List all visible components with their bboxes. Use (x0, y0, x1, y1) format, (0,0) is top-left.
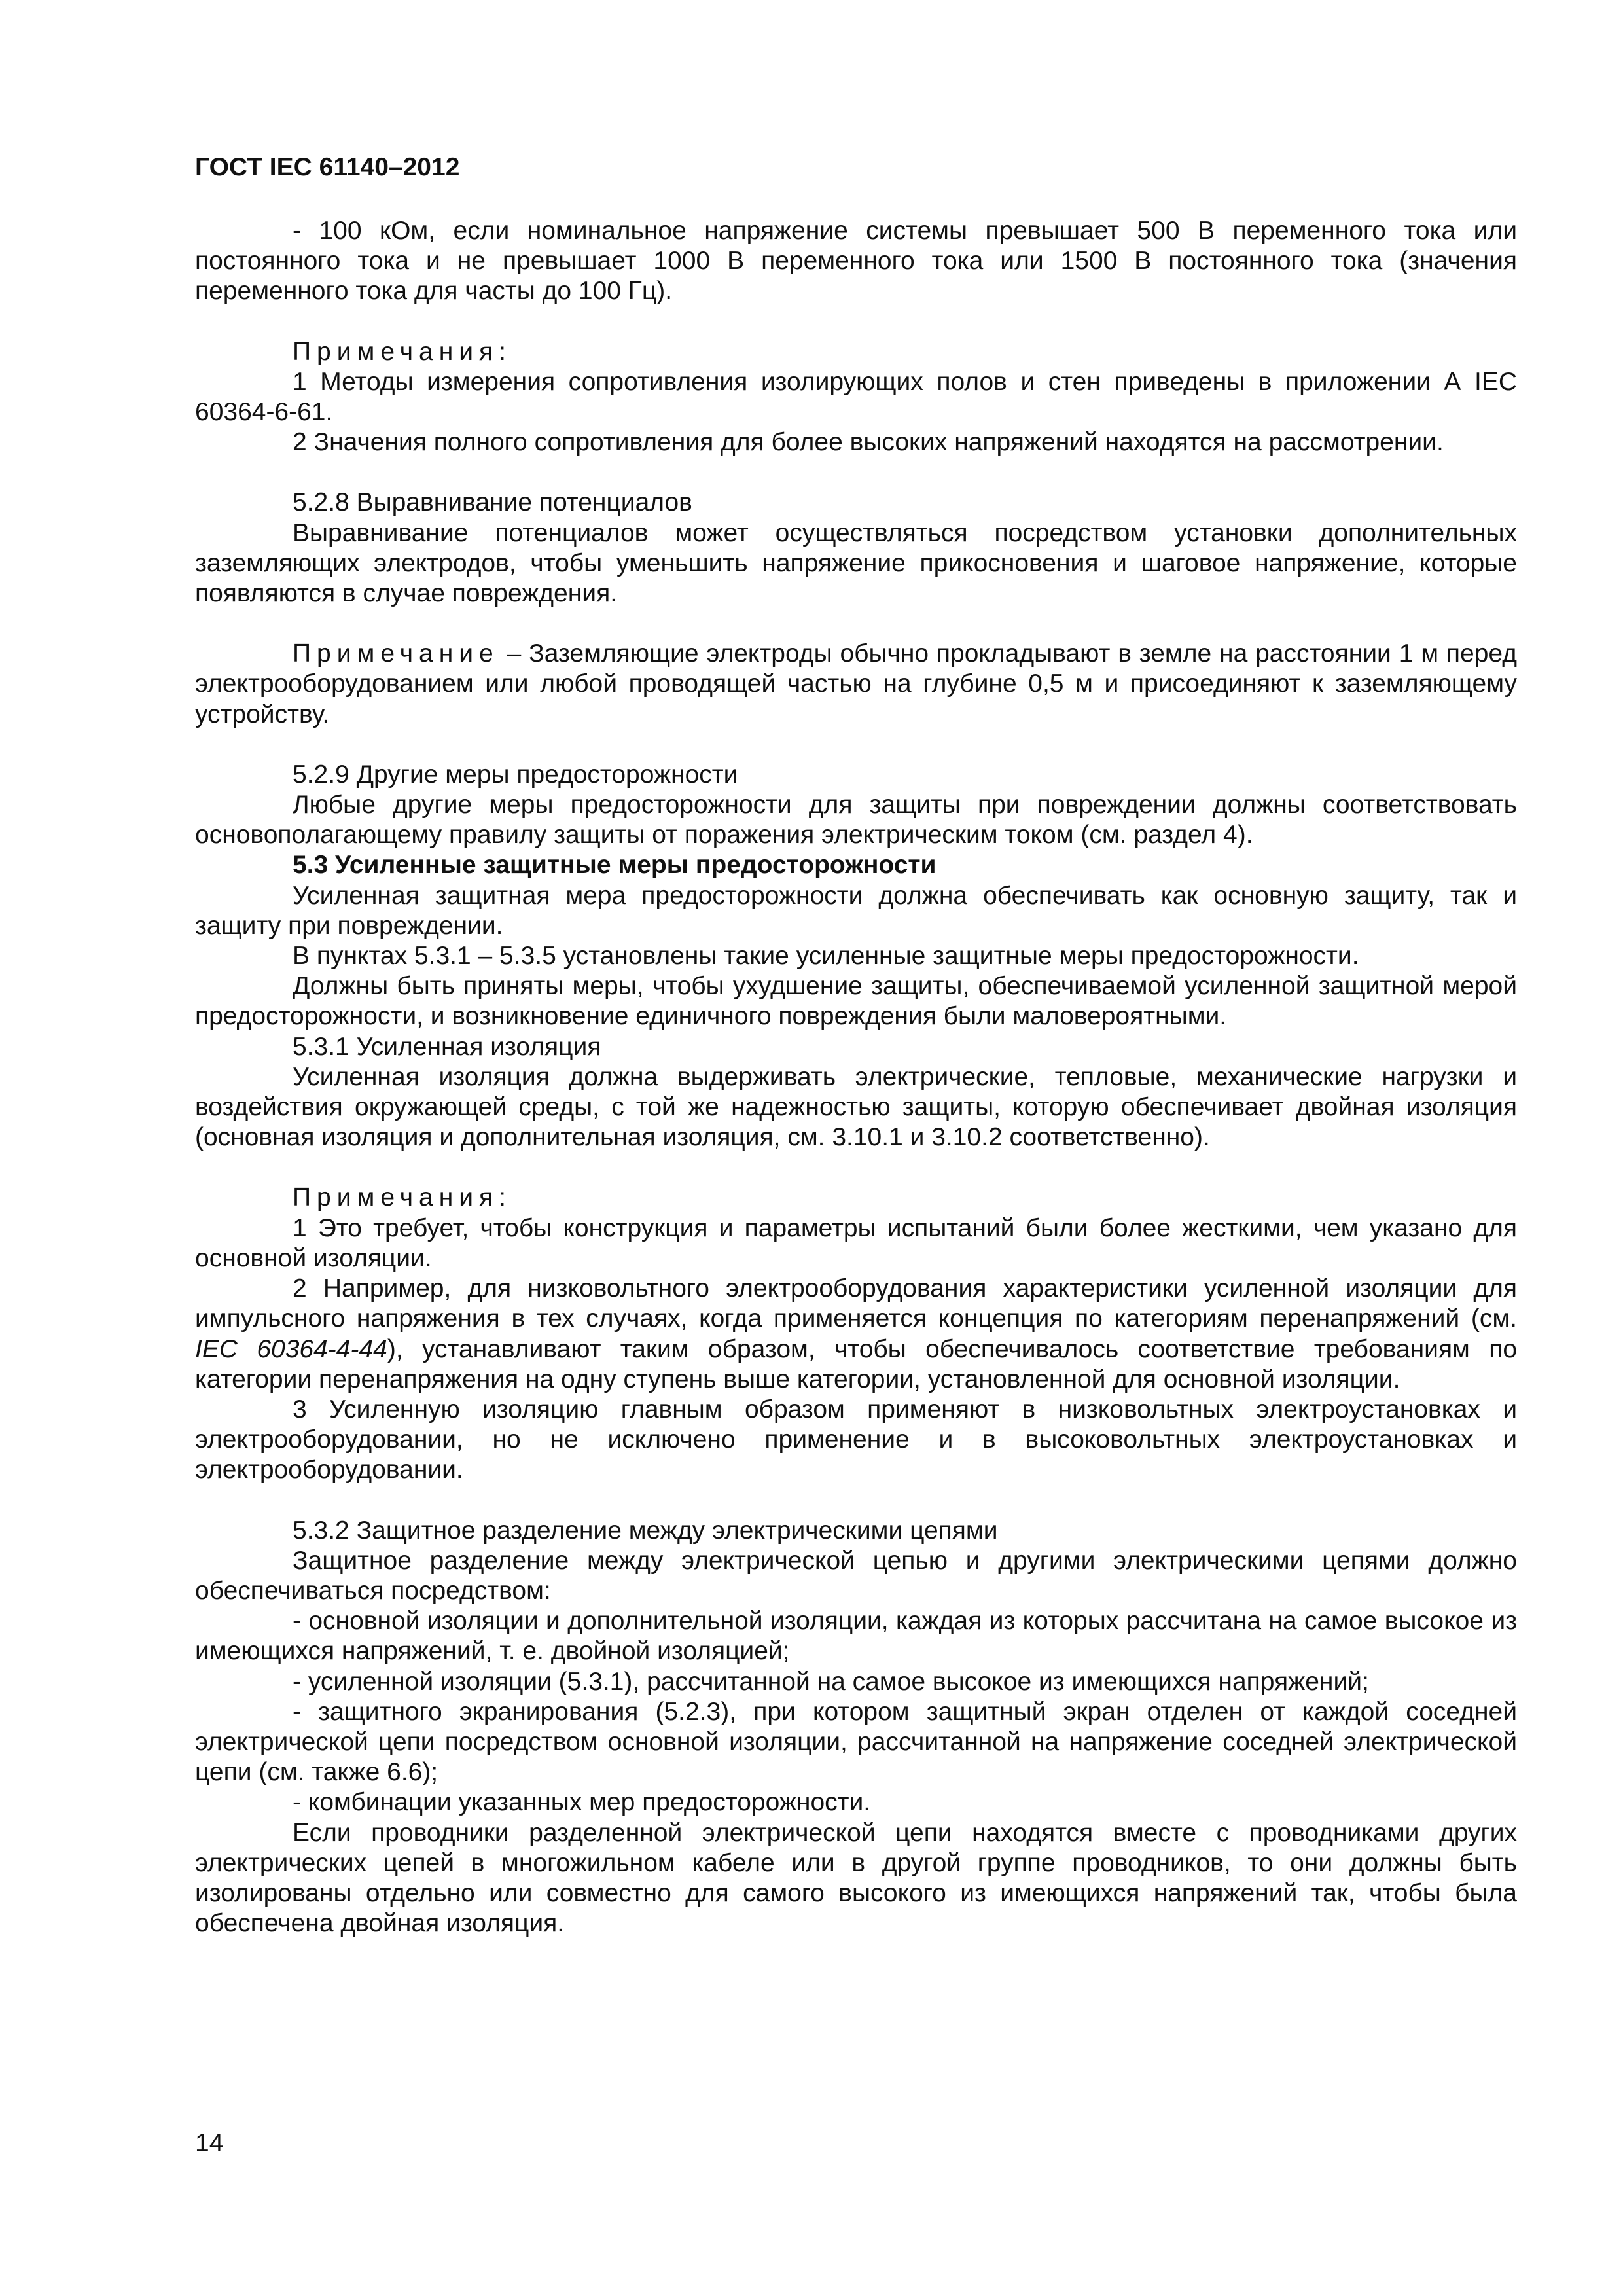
section-text-5-2-8: Выравнивание потенциалов может осуществляться посредством установки дополнительных заземляющих электродов, чтобы уменьшить напряжение прикосновения и шаговое напряжение, которые появляются в случае повреждения. (195, 518, 1517, 608)
list-item: - комбинации указанных мер предосторожности. (293, 1788, 871, 1817)
paragraph: В пунктах 5.3.1 – 5.3.5 установлены такие усиленные защитные меры предосторожности. (293, 942, 1359, 971)
notes-label: Примечания: (293, 1183, 512, 1212)
page-number: 14 (195, 2129, 224, 2157)
section-title-5-2-8: 5.2.8 Выравнивание потенциалов (293, 488, 692, 517)
page-content (195, 216, 1517, 1939)
note-item: 3 Усиленную изоляцию главным образом применяют в низковольтных электроустановках и электрооборудовании, но не исключено применение и в высоковольтных электроустановках и электрооборудовании. (195, 1395, 1517, 1484)
note-item: 1 Методы измерения сопротивления изолирующих полов и стен приведены в приложении А IEC 60364-6-61. (195, 367, 1517, 427)
list-item: - защитного экранирования (5.2.3), при котором защитный экран отделен от каждой соседней электрической цепи посредством основной изоляции, рассчитанной на напряжение соседней электрической цепи (см. также 6.6); (195, 1697, 1517, 1787)
note-item: 2 Значения полного сопротивления для более высоких напряжений находятся на рассмотрении. (293, 428, 1444, 457)
paragraph: Должны быть приняты меры, чтобы ухудшение защиты, обеспечиваемой усиленной защитной мерой предосторожности, и возникновение единичного повреждения были маловероятными. (195, 972, 1517, 1031)
paragraph: Усиленная защитная мера предосторожности должна обеспечивать как основную защиту, так и защиту при повреждении. (195, 881, 1517, 940)
notes-label: Примечания: (293, 337, 512, 366)
paragraph: Защитное разделение между электрической цепью и другими электрическими цепями должно обеспечиваться посредством: (195, 1546, 1517, 1605)
section-title-5-3-1: 5.3.1 Усиленная изоляция (293, 1032, 601, 1061)
document-code-header: ГОСТ IEC 61140–2012 (195, 153, 460, 181)
section-title-5-2-9: 5.2.9 Другие меры предосторожности (293, 760, 738, 789)
list-item: - усиленной изоляции (5.3.1), рассчитанной на самое высокое из имеющихся напряжений; (293, 1667, 1369, 1696)
note-item: 2 Например, для низковольтного электрооборудования характеристики усиленной изоляции для импульсного напряжения в тех случаях, когда применяется концепция по категориям перенапряжений (см. IEC 60364-4-44), устанавливают таким образом, чтобы обеспечивалось соответствие требованиям по категории перенапряжения на одну ступень выше категории, установленной для основной изоляции. (195, 1274, 1518, 1393)
note-item: 1 Это требует, чтобы конструкция и параметры испытаний были более жесткими, чем указано для основной изоляции. (195, 1213, 1517, 1272)
section-title-5-3-2: 5.3.2 Защитное разделение между электрическими цепями (293, 1516, 998, 1545)
list-item: - основной изоляции и дополнительной изоляции, каждая из которых рассчитана на самое высокое из имеющихся напряжений, т. е. двойной изоляцией; (195, 1607, 1517, 1666)
standard-reference: IEC 60364-4-44 (195, 1335, 387, 1363)
section-heading-5-3: 5.3 Усиленные защитные меры предосторожности (293, 851, 936, 880)
paragraph: Если проводники разделенной электрической цепи находятся вместе с проводниками других электрических цепей в многожильном кабеле или в другой группе проводников, то они должны быть изолированы отдельно или совместно для самого высокого из имеющихся напряжений так, чтобы была обеспечена двойная изоляция. (195, 1818, 1517, 1938)
section-text-5-2-9: Любые другие меры предосторожности для защиты при повреждении должны соответствовать основополагающему правилу защиты от поражения электрическим током (см. раздел 4). (195, 791, 1517, 850)
paragraph-resistance-100kohm: - 100 кОм, если номинальное напряжение системы превышает 500 В переменного тока или постоянного тока и не превышает 1000 В переменного тока или 1500 В постоянного тока (значения переменного тока для часты до 100 Гц). (195, 217, 1517, 306)
section-text-5-3-1: Усиленная изоляция должна выдерживать электрические, тепловые, механические нагрузки и воздействия окружающей среды, с той же надежностью защиты, которую обеспечивает двойная изоляция (основная изоляция и дополнительная изоляция, см. 3.10.1 и 3.10.2 соответственно). (195, 1062, 1517, 1152)
note-earthing-electrodes: Примечание – Заземляющие электроды обычно прокладывают в земле на расстоянии 1 м перед электрооборудованием или любой проводящей частью на глубине 0,5 м и присоединяют к заземляющему устройству. (195, 639, 1517, 728)
